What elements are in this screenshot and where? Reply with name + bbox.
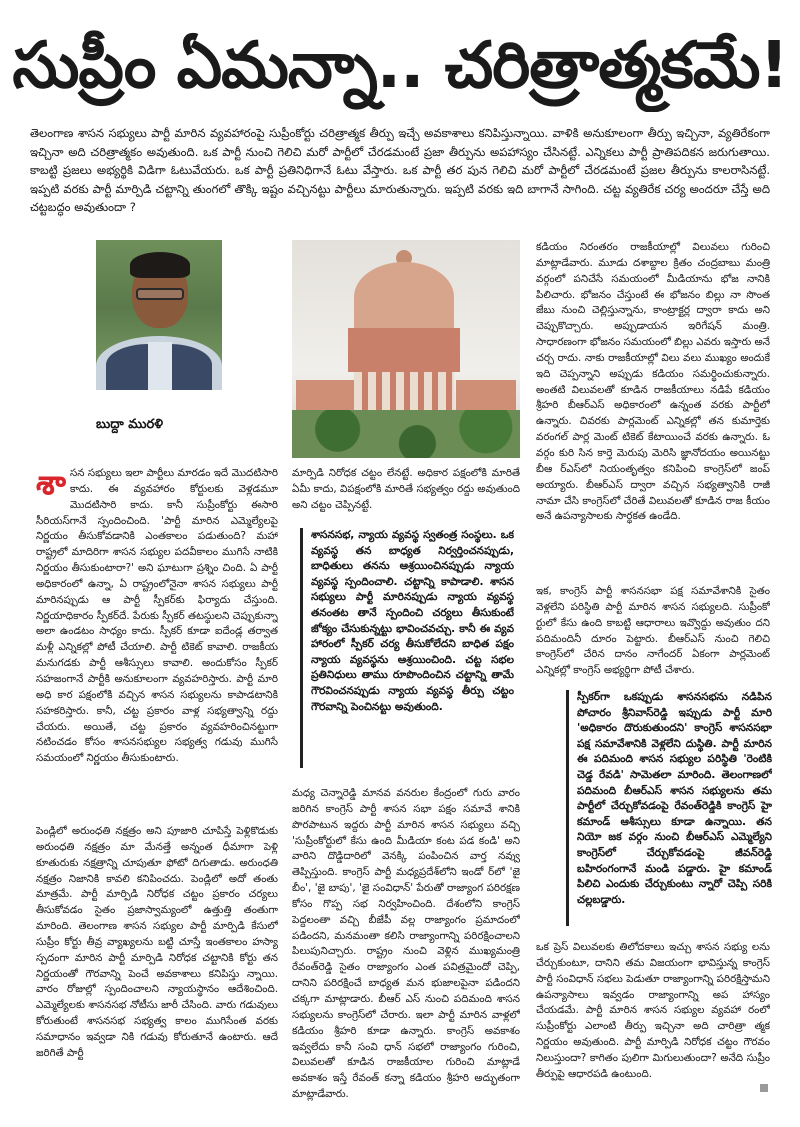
- supreme-court-photo: [292, 240, 520, 458]
- author-photo: [96, 240, 222, 390]
- intro-paragraph: తెలంగాణ శాసన సభ్యులు పార్టీ మారిన వ్యవహారంపై సుప్రీంకోర్టు చరిత్రాత్మక తీర్పు ఇచ్చే అవకాశాలు కనిపిస్తున్నాయి. వాళికి అనుకూలంగా తీర్పు ఇచ్చినా, వ్యతిరేకంగా ఇచ్చినా అది చరిత్రాత్మకం అవుతుంది. ఒక పార్టీ నుంచి గెలిచి మరో పార్టీలో చేరడమంటే ప్రజా తీర్పును అపహాస్యం చేసినట్టే. ఎన్నికలు పార్టీ ప్రాతిపదికన జరుగుతాయి. కాబట్టి ప్రజలు అభ్యర్థికి విడిగా ఓటువేయరు. ఒక పార్టీ ప్రతినిధిగానే ఓటు వేస్తారు. ఒక పార్టీ తర పున గెలిచి మరో పార్టీలో చేరడమంటే ప్రజల తీర్పును కాలరాసినట్టే. ఇప్పటి వరకు పార్టీ మార్పిడి చట్టాన్ని తుంగలో తొక్కి ఇష్టం వచ్చినట్టు పార్టీలు మారుతున్నారు. ఇప్పటి వరకు ఇది బాగానే సాగింది. చట్ట వ్యతిరేక చర్య అందరూ చేస్తే అది చట్టబద్ధం అవుతుందా ?: [30, 126, 770, 215]
- pull-quote-middle: శాసనసభ, న్యాయ వ్యవస్థ స్వతంత్ర సంస్థలు. ఒక వ్యవస్థ తన బాధ్యత నిర్వర్తించనప్పుడు, బాధితులు తనను ఆశ్రయించినప్పుడు న్యాయ వ్యవస్థ స్పందించాలి. చట్టాన్ని కాపాడాలి. శాసన సభ్యులు పార్టీ మారినప్పుడు న్యాయ వ్యవస్థ తనంతట తానే స్పందించి చర్యలు తీసుకుంటే జోక్యం చేసుకున్నట్టు భావించవచ్చు. కానీ ఈ వ్యవ హారంలో స్పీకర్ చర్య తీసుకోలేదని బాధిత పక్షం న్యాయ వ్యవస్థను ఆశ్రయించింది. చట్ట సభల ప్రతినిధులు తాము రూపొందించిన చట్టాన్ని తామే గౌరవించనప్పుడు న్యాయ వ్యవస్థ తీర్పు చట్టం గౌరవాన్ని పెంచినట్టు అవుతుంది.: [300, 528, 514, 768]
- article-text: ఇక, కాంగ్రెస్ పార్టీ శాసనసభా పక్ష సమావేశానికి సైతం వెళ్లలేని పరిస్థితి పార్టీ మారిన శాసన సభ్యులది. సుప్రీంకో ర్టులో కేసు ఉంది కాబట్టి ఆధారాలు ఇవ్వొద్దు అవుతుం దని పదిమందినీ దూరం పెట్టారు. బీఆర్‌ఎస్ నుంచి గెలిచి కాంగ్రెస్‌లో చేరిన దానం నాగేందర్ ఏకంగా పార్లమెంట్ ఎన్నికల్లో కాంగ్రెస్ అభ్యర్థిగా పోటీ చేశారు.: [536, 585, 770, 677]
- article-column-left-bottom: [36, 824, 278, 1114]
- article-text: సన సభ్యులు ఇలా పార్టీలు మారడం ఇదే మొదటిసారి కాదు. ఈ వ్యవహారం కోర్టులకు వెళ్లడమూ మొదటిసారి కాదు. కానీ సుప్రీంకోర్టు ఈసారి సీరియస్‌గానే స్పందించింది. 'పార్టీ మారిన ఎమ్మెల్యేలపై నిర్ణయం తీసుకోవడానికి ఎంతకాలం పడుతుంది? మహా రాష్ట్రలో మాదిరిగా శాసన సభ్యుల పదవీకాలం ముగిసే నాటికి నిర్ణయం తీసుకుంటారా?' అని ఘాటుగా ప్రశ్నిం చింది. ఏ పార్టీ అధికారంలో ఉన్నా, ఏ రాష్ట్రంలోనైనా శాసన సభ్యులు పార్టీ మారినప్పుడు ఆ పార్టీ స్పీకర్‌కు ఫిర్యాదు చేస్తుంది. నిర్ణయాధికారం స్పీకర్‌దే. పేరుకు స్పీకర్ తటస్థులని చెప్పుకున్నా అలా ఉండటం సాధ్యం కాదు. స్పీకర్ కూడా ఐదేండ్ల తర్వాత మళ్లీ ఎన్నికల్లో పోటీ చేయాలి. పార్టీ టికెట్ కావాలి. రాజకీయ మనుగడకు పార్టీ ఆశీస్సులు కావాలి. అందుకోసం స్పీకర్ సహజంగానే పార్టీకి అనుకూలంగా వ్యవహరిస్తారు. పార్టీ మారి అధి కార పక్షంలోకి వచ్చిన శాసన సభ్యులను కాపాడటానికి సహకరిస్తారు. కానీ, చట్ట ప్రకారం వాళ్ల సభ్యత్వాన్ని రద్దు చేయరు. అయితే, చట్ట ప్రకారం వ్యవహరించినట్టుగా నటించడం కోసం శాసనసభ్యుల సభ్యత్వ గడువు ముగిసే సమయంలో నిర్ణయం తీసుకుంటారు.: [36, 467, 278, 765]
- headline: సుప్రీం ఏమన్నా.. చరిత్రాత్మకమే!: [12, 29, 788, 103]
- court-drum: [348, 328, 460, 372]
- author-collar: [148, 342, 172, 390]
- article-text: పెండ్లిలో అరుంధతి నక్షత్రం అని పూజారి చూపిస్తే పెళ్లికొడుకు అరుంధతి నక్షత్రం మా మేనత్తే అన్నంత ధీమాగా పెళ్లి కూతురుకు నక్షత్రాన్ని చూపుతూ ఫోటో దిగుతాడు. అరుంధతి నక్షత్రం నిజానికి కావలి కనిపించదు. పెండ్లిలో అదో తంతు మాత్రమే. పార్టీ మార్పిడి నిరోధక చట్టం ప్రకారం చర్యలు తీసుకోవడం సైతం ప్రజాస్వామ్యంలో ఉత్తుత్తి తంతుగా మారింది. తెలంగాణ శాసన సభ్యుల పార్టీ మార్పిడి కేసులో సుప్రీం కోర్టు తీవ్ర వ్యాఖ్యలను బట్టి చూస్తే ఇంతకాలం హస్యా స్పదంగా మారిన పార్టీ మార్పిడి నిరోధక చట్టానికి కోర్టు తన నిర్ణయంతో గౌరవాన్ని పెంచే అవకాశాలు కనిపిస్తు న్నాయి. వారం రోజుల్లో స్పందించాలని న్యాయస్థానం ఆదేశించింది. ఎమ్మెల్యేలకు శాసనసభ నోటీసు జారీ చేసింది. వారు గడువులు కోరుతుంటే శాసనసభ సభ్యత్వ కాలం ముగిసేంత వరకు సమాధానం ఇవ్వడా నికి గడువు కోరుతూనే ఉంటారు. ఆదే జరిగితే పార్టీ: [36, 825, 278, 1059]
- article-end-mark: [760, 1084, 768, 1092]
- dropcap: శా: [36, 466, 66, 503]
- article-text: మధ్య చెన్నారెడ్డి మానవ వనరుల కేంద్రంలో గురు వారం జరిగిన కాంగ్రెస్ పార్టీ శాసన సభా పక్షం సమావే శానికి పొరపాటున ఇద్దరు పార్టీ మారిన శాసన సభ్యులు వచ్చి 'సుప్రీంకోర్టులో కేసు ఉంది మీడియా కంట పడ కండి' అని వారిని దొడ్డిదారిలో వెనక్కి పంపించిన వార్త నవ్వు తెప్పిస్తుంది. కాంగ్రెస్ పార్టీ మధ్యప్రదేశ్‌లోని ఇండో ర్‌లో 'జై బీం', 'జై బాపు', 'జై సంవిధాన్' పేరుతో రాజ్యాంగ పరిరక్షణ కోసం గొప్ప సభ నిర్వహించింది. దేశంలోని కాంగ్రెస్ పెద్దలంతా వచ్చి బీజేపీ వల్ల రాజ్యాంగం ప్రమాదంలో పడిందని, మనమంతా కలిసి రాజ్యాంగాన్ని పరిరక్షించాలని పిలుపునిచ్చారు. రాష్ట్రం నుంచి వెళ్లిన ముఖ్యమంత్రి రేవంత్‌రెడ్డి సైతం రాజ్యాంగం ఎంత పవిత్రమైందో చెప్పి, దానిని పరిరక్షించే బాధ్యత మన భుజాలపైనా పడిందని చక్కగా మాట్లాడారు. బీఆర్ ఎస్ నుంచి పదిమంది శాసన సభ్యులను కాంగ్రెస్‌లో చేరారు. ఇలా పార్టీ మారిన వాళ్లలో కడియం శ్రీహరి కూడా ఉన్నారు. కాంగ్రెస్ అవకాశం ఇవ్వలేదు కానీ సంవి ధాన్ సభలో రాజ్యాంగం గురించి, విలువలతో కూడిన రాజకీయాల గురించి మాట్లాడే అవకాశం ఇస్తే రేవంత్ కన్నా కడియం శ్రీహరి అద్భుతంగా మాట్లాడేవారు.: [292, 787, 520, 1101]
- author-name: బుద్దా మురళి: [96, 417, 164, 432]
- court-trees: [292, 410, 520, 458]
- article-column-middle-bottom: [292, 786, 520, 1112]
- author-glasses: [136, 288, 184, 300]
- author-hair: [130, 252, 190, 278]
- article-text: మార్పిడి నిరోధక చట్టం లేనట్టే. అధికార పక్షంలోకి మారితే ఏమీ కాదు, విపక్షంలోకి మారితే సభ్యత్వం రద్దు అవుతుంది అని చట్టం చెప్పినట్టే.: [292, 467, 520, 511]
- article-column-middle-top: [292, 466, 520, 514]
- article-column-right-bottom: [536, 940, 770, 1100]
- article-text: కడియం నిరంతరం రాజకీయాల్లో విలువలు గురించి మాట్లాడేవారు. మూడు దశాబ్దాల క్రితం చంద్రబాబు మంత్రి వర్గంలో పనిచేసే సమయంలో మీడియాను భోజ నానికి పిలిచారు. భోజనం చేస్తుంటే ఈ భోజనం బిల్లు నా సొంత జేబు నుంచి చెల్లిస్తున్నాను, కాంట్రాక్టర్ల ద్వారా కాదు అని చెప్పుకొచ్చారు. అప్పుడాయన ఇరిగేషన్ మంత్రి. సాధారణంగా భోజనం సమయంలో బిల్లు ఎవరు ఇస్తారు అనే చర్చ రాదు. నాకు రాజకీయాల్లో విలు వలు ముఖ్యం అందుకే ఇది చెప్పన్నాని అప్పుడు కడియం సమర్థించుకున్నారు. అంతటి విలువలతో కూడిన రాజకీయాలు నడిపే కడియం శ్రీహరి బీఆర్ఎస్ అధికారంలో ఉన్నంత వరకు పార్టీలో ఉన్నారు. చివరకు పార్లమెంట్ ఎన్నికల్లో తన కుమార్తెకు వరంగల్ పార్ల మెంట్ టికెట్ కేటాయించే వరకు ఉన్నారు. ఓ వర్గం కురి సిన కార్తె మెరుపు మెరిసి జ్ఞానోదయం అయినట్టు బీఆ ర్‌ఎస్‌లో నియంతృత్వం కనిపించి కాంగ్రెస్‌లో జంప్ అయ్యారు. బీఆర్‌ఎస్ ద్వారా వచ్చిన సభ్యత్వానికి రాజీ నామా చేసి కాంగ్రెస్‌లో చేరితే విలువలతో కూడిన రాజ కీయం అనే ఉపన్యాసాలకు సార్థకత ఉండేది.: [536, 241, 770, 523]
- pull-quote-right: స్పీకర్‌గా ఒకప్పుడు శాసనసభను నడిపిన పోచారం శ్రీనివాస్‌రెడ్డి ఇప్పుడు పార్టీ మారి 'అధికారం దొరుకుతుందని' కాంగ్రెస్ శాసనసభా పక్ష సమావేశానికి వెళ్లలేని దుస్థితి. పార్టీ మారిన ఈ పదిమంది శాసన సభ్యుల పరిస్థితి 'రెంటికి చెడ్డ రేవడి' సామెతలా మారింది. తెలంగాణలో పదిమంది బీఆర్‌ఎస్ శాసన సభ్యులను తమ పార్టీలో చేర్చుకోవడంపై రేవంత్‌రెడ్డికి కాంగ్రెస్ హై కమాండ్ ఆశీస్సులు కూడా ఉన్నాయి. తన నియో జక వర్గం నుంచి బీఆర్‌ఎస్ ఎమ్మెల్యేని కాంగ్రెస్‌లో చేర్చుకోవడంపై జీవన్‌రెడ్డి బహిరంగంగానే మండి పడ్డారు. హై కమాండ్ పిలిచి ఎందుకు చేర్చుకుంటు న్నారో చెప్పి సరికి చల్లబడ్డారు.: [566, 690, 772, 926]
- article-column-left-top: [36, 466, 278, 808]
- article-column-right-top: [536, 240, 770, 568]
- article-text: ఒక ప్రెస్ విలువలకు తిలోదకాలు ఇచ్చు శాసన సభ్యు లను చేర్చుకుంటూ, దానిని తమ విజయంగా భావిస్తున్న కాంగ్రెస్ పార్టీ సంవిధాన్ సభలు పెడుతూ రాజ్యాంగాన్ని పరిరక్షిస్తామని ఉపన్యాసాలు ఇవ్వడం రాజ్యాంగాన్ని అప హాస్యం చేయడమే. పార్టీ మారిన శాసన సభ్యుల వ్యవహా రంలో సుప్రీంకోర్టు ఎలాంటి తీర్పు ఇచ్చినా అది చారిత్రా త్మక నిర్ణయం అవుతుంది. పార్టీ మార్పిడి నిరోధక చట్టం గౌరవం నిలుస్తుందా? కాగితం పులిగా మిగులుతుందా? అనేది సుప్రీం తీర్పుపై ఆధారపడి ఉంటుంది.: [536, 941, 770, 1080]
- article-column-right-middle: [536, 584, 770, 680]
- court-dome: [354, 262, 454, 332]
